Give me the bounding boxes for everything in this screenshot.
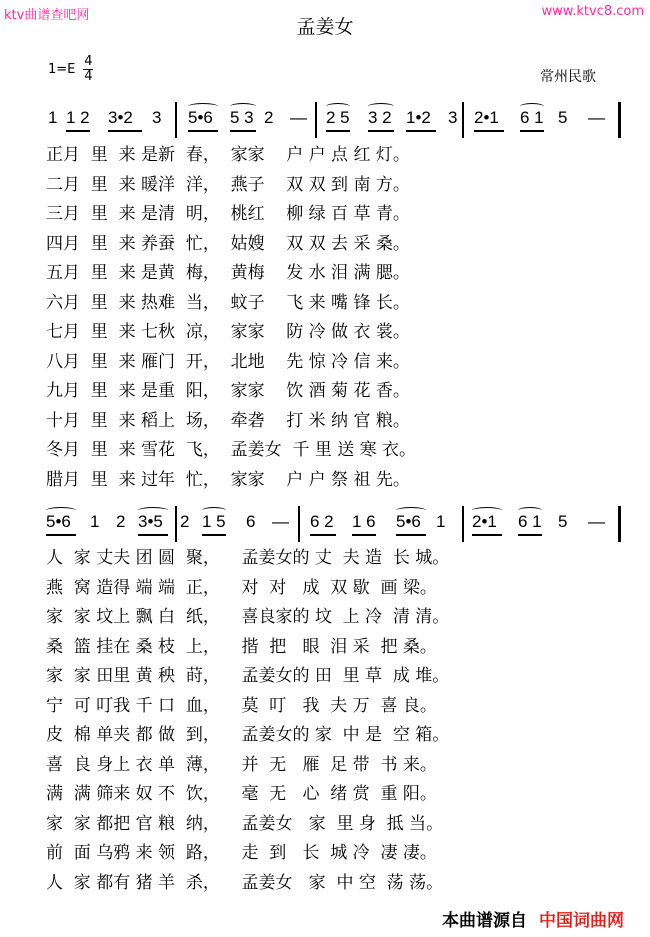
note-group: — [588,512,605,531]
beam-underline [474,130,504,132]
lyric-line: 四月 里 来 养蚕 忙， 姑嫂 双 双 去 采 桑。 [46,233,410,254]
lyric-line: 九月 里 来 是重 阳， 家家 饮 酒 菊 花 香。 [46,381,410,401]
beam-underline [520,130,544,132]
lyric-line: 皮 棉 单夹 都 做 到， 孟姜女的 家 中 是 空 箱。 [46,725,450,745]
lyric-line: 燕 窝 造得 端 端 正， 对 对 成 双 歇 画 梁。 [46,577,437,598]
slur [230,103,256,110]
note-group: 2•1 [474,108,499,127]
note-group: 1 [90,512,100,531]
lyric-line: 家 家 都把 官 粮 纳， 孟姜女 家 里 身 抵 当。 [46,813,444,834]
beam-underline [108,130,142,132]
slur [518,507,542,514]
note-group: — [272,512,289,531]
beam-underline [352,534,376,536]
barline [462,102,464,138]
lyric-line: 正月 里 来 是新 春， 家家 户 户 点 红 灯。 [46,145,410,165]
note-group: 5•6 [46,512,71,531]
note-group: 2 [180,512,190,531]
composer: 常州民歌 [540,69,596,85]
key-label: 1=E [48,62,76,77]
beam-underline [326,130,350,132]
beam-underline [472,534,502,536]
beam-underline [66,130,90,132]
note-group: 5 3 [230,108,254,127]
barline [315,102,317,138]
note-group: 1 [436,512,446,531]
barline [298,506,300,542]
note-group: 5•6 [188,108,213,127]
note-group: 3•5 [138,512,163,531]
source-label: 本曲谱源自 [442,911,527,931]
note-group: 3 [448,108,458,127]
lyric-line: 桑 篮 挂在 桑 枝 上， 揩 把 眼 泪 采 把 桑。 [46,636,437,657]
note-group: 1 2 [66,108,90,127]
final-barline [618,506,621,542]
lyric-line: 喜 良 身上 衣 单 薄， 并 无 雁 足 带 书 来。 [46,754,437,775]
note-group: 1 6 [352,512,376,531]
lyric-line: 七月 里 来 七秋 凉， 家家 防 冷 做 衣 裳。 [46,322,410,342]
beam-underline [188,130,218,132]
note-group: 5•6 [396,512,421,531]
lyric-line: 人 家 都有 猪 羊 杀， 孟姜女 家 中 空 荡 荡。 [46,872,444,893]
slur [520,103,544,110]
watermark-right[interactable]: www.ktvc8.com [541,4,644,19]
note-group: 2 5 [326,108,350,127]
note-group: 1 5 [202,512,226,531]
note-group: 6 2 [310,512,334,531]
note-group: 1•2 [406,108,431,127]
lyric-line: 十月 里 来 稻上 场， 牵砻 打 米 纳 官 粮。 [46,410,410,431]
note-group: 6 [246,512,256,531]
lyric-line: 人 家 丈夫 团 圆 聚， 孟姜女的 丈 夫 造 长 城。 [46,548,450,568]
lyric-line: 家 家 坟上 飘 白 纸， 喜良家的 坟 上 冷 清 清。 [46,607,450,627]
slur [138,507,168,514]
note-group: 5 [558,512,568,531]
beam-underline [310,534,336,536]
lyrics-block-2 [46,543,626,897]
beam-underline [46,534,76,536]
note-group: 3 2 [368,108,392,127]
note-group: 1 [48,108,58,127]
slur [326,103,350,110]
watermark-left[interactable]: ktv曲谱查吧网 [4,8,90,23]
lyric-line: 腊月 里 来 过年 忙， 家家 户 户 祭 祖 先。 [46,469,410,490]
slur [202,507,226,514]
lyric-line: 宁 可 叮我 千 口 血， 莫 叮 我 夫 万 喜 良。 [46,695,437,716]
note-group: 2 [264,108,274,127]
barline [462,506,464,542]
note-group: — [290,108,307,127]
note-group: 5 [558,108,568,127]
note-group: 3•2 [108,108,133,127]
note-group: 3 [152,108,162,127]
slur [396,507,426,514]
meter-top: 4 [84,54,93,69]
beam-underline [368,130,394,132]
beam-underline [406,130,436,132]
note-group: 6 1 [520,108,544,127]
note-group: 6 1 [518,512,542,531]
lyric-line: 八月 里 来 雁门 开， 北地 先 惊 冷 信 来。 [46,351,410,372]
time-signature [83,55,93,84]
beam-underline [230,130,256,132]
slur [472,507,502,514]
barline [175,102,177,138]
beam-underline [138,534,168,536]
meter-bottom: 4 [84,69,93,84]
lyric-line: 五月 里 来 是黄 梅， 黄梅 发 水 泪 满 腮。 [46,263,410,283]
key-signature [48,55,93,84]
beam-underline [518,534,542,536]
lyric-line: 冬月 里 来 雪花 飞， 孟姜女 千 里 送 寒 衣。 [46,440,417,460]
slur [368,103,394,110]
beam-underline [202,534,226,536]
slur [46,507,76,514]
final-barline [618,102,621,138]
lyric-line: 家 家 田里 黄 秧 莳， 孟姜女的 田 里 草 成 堆。 [46,666,450,686]
note-group: 2•1 [472,512,497,531]
slur [188,103,218,110]
lyric-line: 满 满 筛来 奴 不 饮， 毫 无 心 绪 赏 重 阳。 [46,784,437,804]
barline [175,506,177,542]
lyric-line: 前 面 乌鸦 来 领 路， 走 到 长 城 冷 凄 凄。 [46,843,437,863]
lyric-line: 六月 里 来 热难 当， 蚊子 飞 来 嘴 锋 长。 [46,292,410,313]
source-credit [442,906,624,931]
lyric-line: 二月 里 来 暖洋 洋， 燕子 双 双 到 南 方。 [46,174,410,195]
lyrics-block-1 [46,140,626,494]
notation-line-1 [36,108,636,134]
note-group: 2 [116,512,126,531]
lyric-line: 三月 里 来 是清 明， 桃红 柳 绿 百 草 青。 [46,204,410,224]
notation-line-2 [36,512,636,538]
note-group: — [588,108,605,127]
source-site-link[interactable]: 中国词曲网 [539,911,624,931]
song-title: 孟姜女 [296,16,354,38]
beam-underline [396,534,426,536]
